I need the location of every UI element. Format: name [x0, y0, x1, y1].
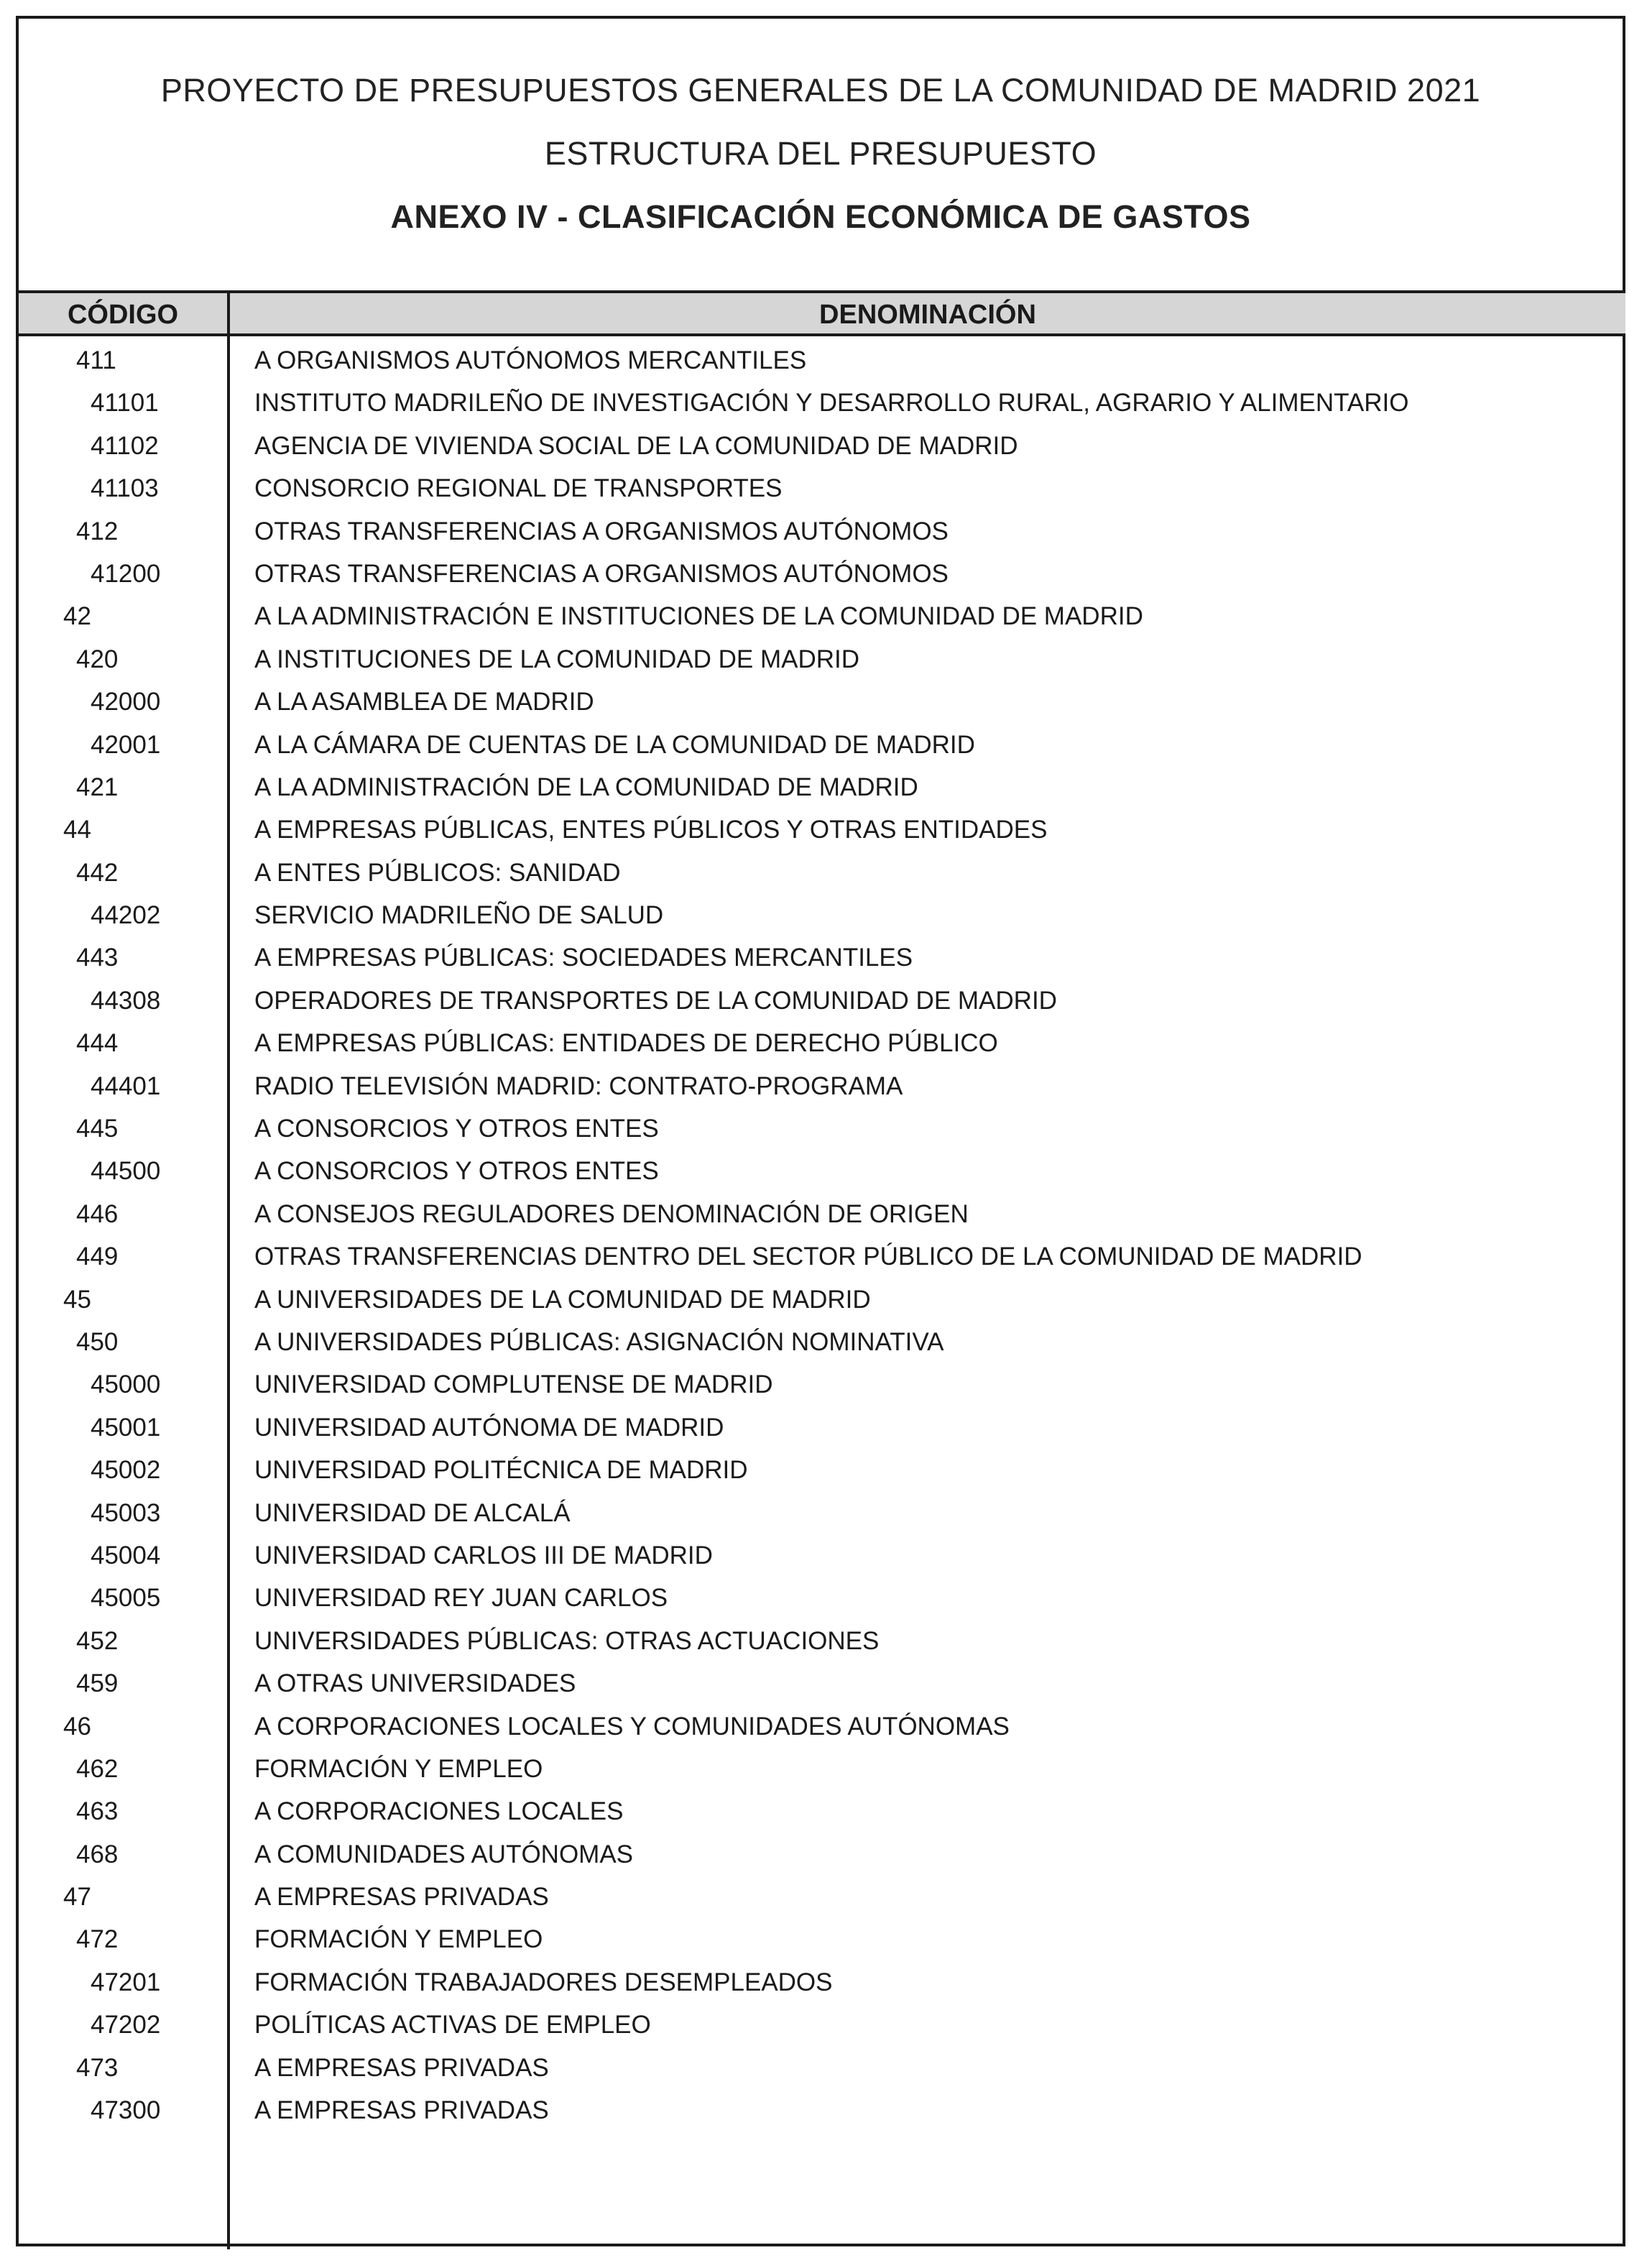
table-row: [19, 1534, 1623, 1577]
table-row: [19, 1193, 1623, 1235]
row-denomination: UNIVERSIDAD POLITÉCNICA DE MADRID: [254, 1456, 748, 1485]
row-code: 463: [76, 1797, 119, 1826]
table-row: [19, 1492, 1623, 1534]
table-row: [19, 2089, 1623, 2131]
annex-title: ANEXO IV - CLASIFICACIÓN ECONÓMICA DE GASTOS: [390, 198, 1251, 235]
row-code: 44401: [91, 1071, 161, 1100]
row-denomination: UNIVERSIDAD REY JUAN CARLOS: [254, 1584, 668, 1613]
row-denomination: A CORPORACIONES LOCALES: [254, 1797, 624, 1826]
row-denomination: UNIVERSIDAD COMPLUTENSE DE MADRID: [254, 1370, 773, 1399]
table-row: [19, 1705, 1623, 1748]
row-code: 443: [76, 944, 119, 972]
row-code: 46: [63, 1712, 91, 1741]
row-denomination: OTRAS TRANSFERENCIAS A ORGANISMOS AUTÓNOMOS: [254, 517, 949, 545]
row-code: 452: [76, 1626, 119, 1655]
row-code: 47201: [91, 1968, 161, 1996]
row-denomination: A ORGANISMOS AUTÓNOMOS MERCANTILES: [254, 346, 807, 374]
row-code: 421: [76, 773, 119, 801]
row-denomination: FORMACIÓN Y EMPLEO: [254, 1754, 543, 1783]
row-code: 45003: [91, 1498, 161, 1527]
row-code: 45002: [91, 1456, 161, 1485]
row-code: 449: [76, 1243, 119, 1271]
table-row: [19, 1235, 1623, 1278]
row-denomination: A CORPORACIONES LOCALES Y COMUNIDADES AUTÓNOMAS: [254, 1712, 1010, 1741]
table-row: [19, 339, 1623, 382]
row-code: 41101: [91, 389, 159, 418]
table-row: [19, 1321, 1623, 1363]
row-denomination: A INSTITUCIONES DE LA COMUNIDAD DE MADRID: [254, 645, 860, 673]
row-denomination: A UNIVERSIDADES DE LA COMUNIDAD DE MADRID: [254, 1285, 871, 1314]
row-code: 41200: [91, 559, 161, 588]
row-code: 45: [63, 1285, 91, 1314]
row-denomination: CONSORCIO REGIONAL DE TRANSPORTES: [254, 474, 783, 503]
table-row: [19, 1833, 1623, 1876]
row-denomination: A LA ASAMBLEA DE MADRID: [254, 688, 594, 716]
table-row: [19, 894, 1623, 936]
row-code: 47: [63, 1883, 91, 1912]
budget-title: PROYECTO DE PRESUPUESTOS GENERALES DE LA COMUNIDAD DE MADRID 2021: [160, 72, 1481, 109]
table-row: [19, 936, 1623, 979]
row-code: 47300: [91, 2096, 161, 2125]
row-denomination: A EMPRESAS PÚBLICAS, ENTES PÚBLICOS Y OTRAS ENTIDADES: [254, 816, 1048, 844]
row-code: 42: [63, 602, 91, 631]
row-code: 420: [76, 645, 119, 673]
row-denomination: SERVICIO MADRILEÑO DE SALUD: [254, 901, 664, 930]
row-denomination: A CONSEJOS REGULADORES DENOMINACIÓN DE ORIGEN: [254, 1199, 969, 1228]
row-denomination: UNIVERSIDAD DE ALCALÁ: [254, 1498, 571, 1527]
row-code: 411: [76, 346, 116, 374]
table-row: [19, 1022, 1623, 1064]
row-code: 41103: [91, 474, 159, 503]
row-code: 45004: [91, 1541, 161, 1569]
row-code: 462: [76, 1754, 119, 1783]
table-row: [19, 1065, 1623, 1107]
table-row: [19, 382, 1623, 424]
classification-table-body: [19, 339, 1623, 2131]
row-code: 42000: [91, 688, 161, 716]
table-row: [19, 1278, 1623, 1321]
row-denomination: A UNIVERSIDADES PÚBLICAS: ASIGNACIÓN NOMINATIVA: [254, 1327, 944, 1356]
row-code: 44308: [91, 986, 161, 1015]
table-row: [19, 1406, 1623, 1449]
row-code: 45005: [91, 1584, 161, 1613]
table-row: [19, 681, 1623, 723]
row-code: 44: [63, 816, 91, 844]
table-row: [19, 1790, 1623, 1833]
row-code: 44202: [91, 901, 161, 930]
row-code: 459: [76, 1669, 119, 1698]
row-code: 42001: [91, 730, 161, 759]
column-header-denomination: DENOMINACIÓN: [230, 293, 1625, 336]
row-denomination: A EMPRESAS PRIVADAS: [254, 2053, 549, 2082]
document-header: [19, 19, 1623, 293]
table-row: [19, 1748, 1623, 1790]
table-row: [19, 1577, 1623, 1619]
table-row: [19, 2047, 1623, 2089]
row-denomination: A ENTES PÚBLICOS: SANIDAD: [254, 858, 621, 887]
row-denomination: OPERADORES DE TRANSPORTES DE LA COMUNIDAD DE MADRID: [254, 986, 1057, 1015]
row-denomination: A LA ADMINISTRACIÓN E INSTITUCIONES DE LA COMUNIDAD DE MADRID: [254, 602, 1143, 631]
table-row: [19, 724, 1623, 766]
row-code: 45001: [91, 1413, 161, 1442]
row-denomination: UNIVERSIDADES PÚBLICAS: OTRAS ACTUACIONES: [254, 1626, 880, 1655]
table-row: [19, 2004, 1623, 2046]
row-denomination: A EMPRESAS PRIVADAS: [254, 2096, 549, 2125]
table-row: [19, 852, 1623, 894]
table-row: [19, 1363, 1623, 1406]
row-denomination: UNIVERSIDAD CARLOS III DE MADRID: [254, 1541, 713, 1569]
column-header-code: CÓDIGO: [19, 293, 227, 336]
row-code: 450: [76, 1327, 119, 1356]
row-denomination: A OTRAS UNIVERSIDADES: [254, 1669, 576, 1698]
table-row: [19, 766, 1623, 808]
row-denomination: A LA ADMINISTRACIÓN DE LA COMUNIDAD DE MADRID: [254, 773, 918, 801]
table-row: [19, 1107, 1623, 1150]
structure-subtitle: ESTRUCTURA DEL PRESUPUESTO: [544, 135, 1097, 172]
row-code: 47202: [91, 2011, 161, 2039]
row-code: 445: [76, 1115, 119, 1143]
row-denomination: FORMACIÓN Y EMPLEO: [254, 1925, 543, 1954]
table-row: [19, 808, 1623, 851]
table-row: [19, 1620, 1623, 1662]
row-code: 41102: [91, 431, 159, 460]
table-row: [19, 1961, 1623, 2004]
row-code: 472: [76, 1925, 119, 1954]
row-code: 473: [76, 2053, 119, 2082]
table-row: [19, 1150, 1623, 1192]
row-code: 45000: [91, 1370, 161, 1399]
table-row: [19, 1662, 1623, 1705]
row-code: 412: [76, 517, 119, 545]
document-frame: [16, 16, 1625, 2246]
row-denomination: RADIO TELEVISIÓN MADRID: CONTRATO-PROGRAMA: [254, 1071, 903, 1100]
row-code: 446: [76, 1199, 119, 1228]
row-denomination: POLÍTICAS ACTIVAS DE EMPLEO: [254, 2011, 651, 2039]
row-denomination: A CONSORCIOS Y OTROS ENTES: [254, 1157, 659, 1186]
row-denomination: A EMPRESAS PRIVADAS: [254, 1883, 549, 1912]
table-row: [19, 595, 1623, 637]
row-denomination: INSTITUTO MADRILEÑO DE INVESTIGACIÓN Y DESARROLLO RURAL, AGRARIO Y ALIMENTARIO: [254, 389, 1409, 418]
row-denomination: A LA CÁMARA DE CUENTAS DE LA COMUNIDAD DE MADRID: [254, 730, 975, 759]
table-row: [19, 1449, 1623, 1491]
row-code: 468: [76, 1840, 119, 1868]
row-code: 442: [76, 858, 119, 887]
row-denomination: UNIVERSIDAD AUTÓNOMA DE MADRID: [254, 1413, 724, 1442]
table-row: [19, 1918, 1623, 1960]
table-row: [19, 979, 1623, 1022]
table-row: [19, 467, 1623, 510]
row-denomination: A CONSORCIOS Y OTROS ENTES: [254, 1115, 659, 1143]
row-denomination: A EMPRESAS PÚBLICAS: SOCIEDADES MERCANTILES: [254, 944, 913, 972]
row-denomination: OTRAS TRANSFERENCIAS DENTRO DEL SECTOR PÚBLICO DE LA COMUNIDAD DE MADRID: [254, 1243, 1362, 1271]
row-code: 44500: [91, 1157, 161, 1186]
table-row: [19, 1876, 1623, 1918]
row-code: 444: [76, 1029, 119, 1058]
table-row: [19, 510, 1623, 553]
row-denomination: OTRAS TRANSFERENCIAS A ORGANISMOS AUTÓNOMOS: [254, 559, 949, 588]
table-row: [19, 553, 1623, 595]
row-denomination: A COMUNIDADES AUTÓNOMAS: [254, 1840, 634, 1868]
table-row: [19, 425, 1623, 467]
table-row: [19, 638, 1623, 681]
row-denomination: AGENCIA DE VIVIENDA SOCIAL DE LA COMUNIDAD DE MADRID: [254, 431, 1018, 460]
row-denomination: FORMACIÓN TRABAJADORES DESEMPLEADOS: [254, 1968, 833, 1996]
row-denomination: A EMPRESAS PÚBLICAS: ENTIDADES DE DERECHO PÚBLICO: [254, 1029, 998, 1058]
